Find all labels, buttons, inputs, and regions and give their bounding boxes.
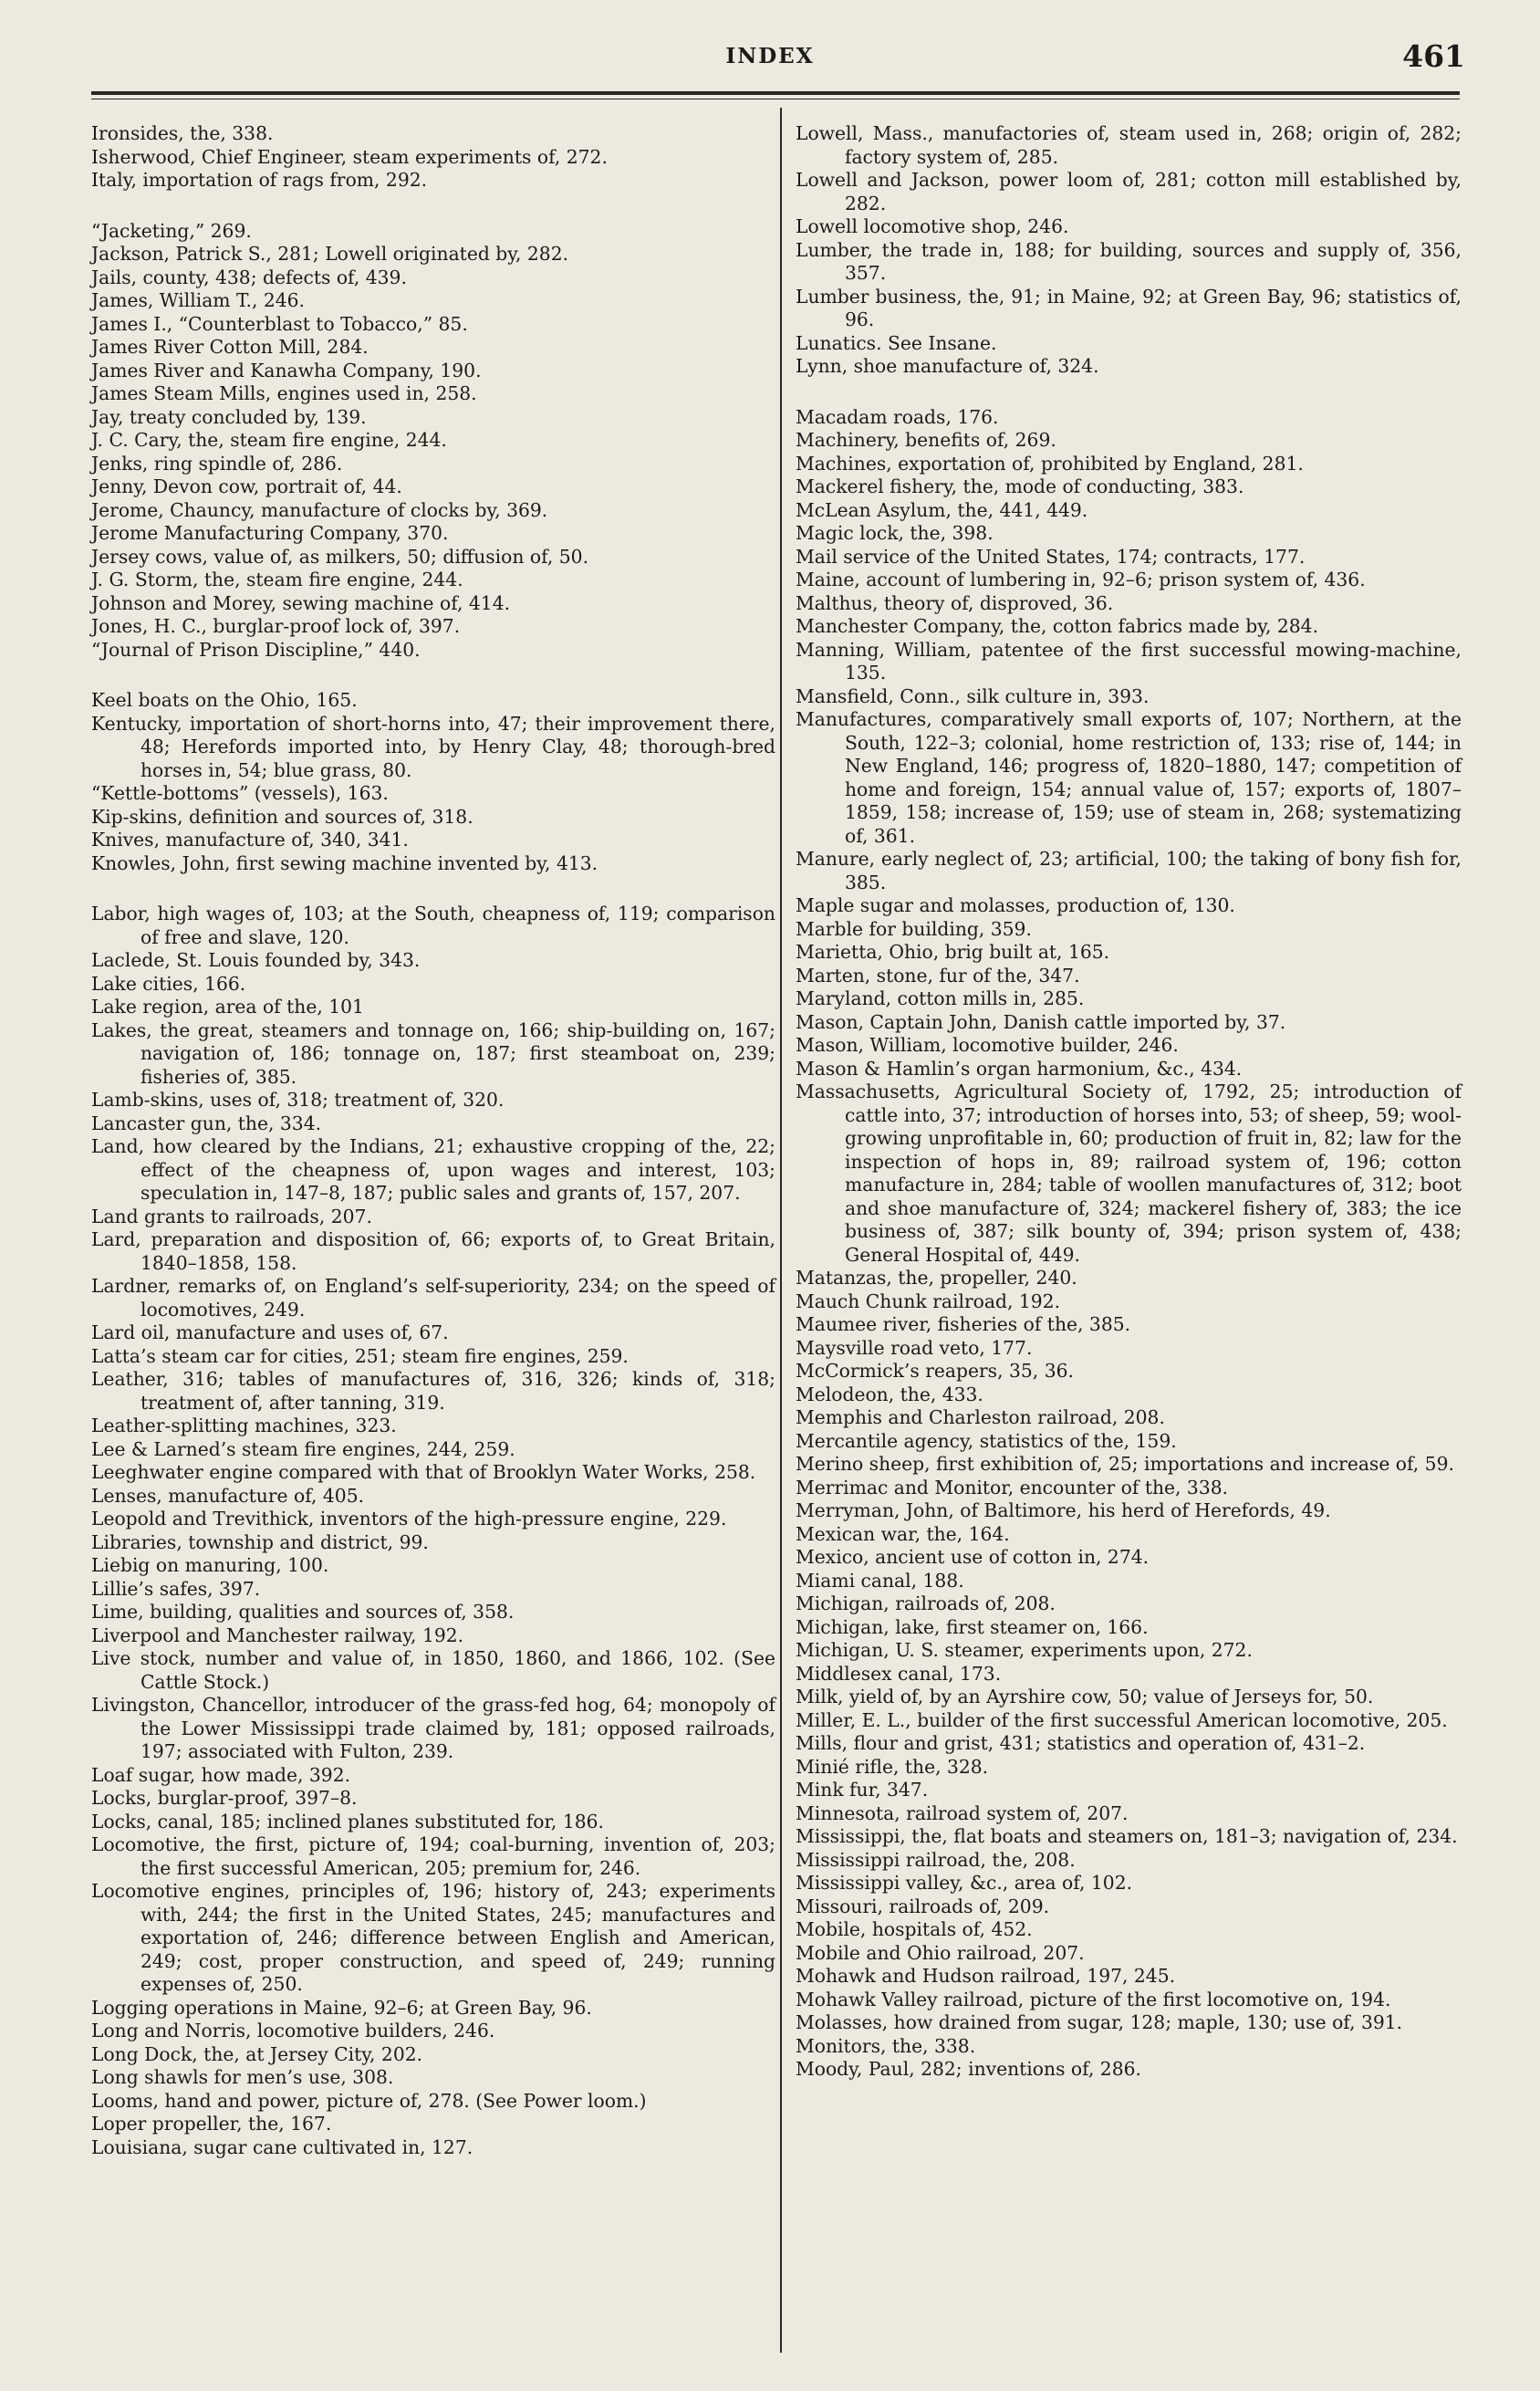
index-entry: James, William T., 246. xyxy=(91,289,306,311)
index-entry: Moody, Paul, 282; inventions of, 286. xyxy=(796,2058,1141,2080)
index-entry: Lakes, the great, steamers and tonnage on, 166; ship-building on, 167; navigation of, 186; tonnage on, 187; first steamboat on, 239; fisheries of, 385. xyxy=(91,1018,775,1088)
index-entry: Johnson and Morey, sewing machine of, 414. xyxy=(91,591,511,614)
index-entry: Malthus, theory of, disproved, 36. xyxy=(796,591,1114,614)
index-entry: Jenks, ring spindle of, 286. xyxy=(91,452,343,475)
index-entry: Michigan, lake, first steamer on, 166. xyxy=(796,1615,1149,1638)
index-entry: Mason & Hamlin’s organ harmonium, &c., 434. xyxy=(796,1057,1243,1080)
index-entry: Magic lock, the, 398. xyxy=(796,522,994,544)
index-entry: Lake cities, 166. xyxy=(91,972,246,995)
index-entry: Machines, exportation of, prohibited by England, 281. xyxy=(796,452,1304,475)
index-entry: Leeghwater engine compared with that of Brooklyn Water Works, 258. xyxy=(91,1461,756,1483)
index-entry: Merrimac and Monitor, encounter of the, 338. xyxy=(796,1476,1229,1498)
index-entry: Mohawk Valley railroad, picture of the first locomotive on, 194. xyxy=(796,1988,1391,2010)
page-number: 461 xyxy=(1402,38,1465,74)
index-entry: Libraries, township and district, 99. xyxy=(91,1530,429,1553)
index-entry: Minié rifle, the, 328. xyxy=(796,1755,989,1778)
index-entry: Mackerel fishery, the, mode of conducting, 383. xyxy=(796,475,1244,497)
index-entry: Leather, 316; tables of manufactures of, 316, 326; kinds of, 318; treatment of, after tanning, 319. xyxy=(91,1368,775,1414)
index-entry: Lamb-skins, uses of, 318; treatment of, 320. xyxy=(91,1089,505,1111)
index-entry: Marten, stone, fur of the, 347. xyxy=(796,964,1080,987)
header-rule-thick xyxy=(91,91,1460,95)
index-entry: Italy, importation of rags from, 292. xyxy=(91,169,428,191)
index-entry: Long Dock, the, at Jersey City, 202. xyxy=(91,2042,423,2065)
index-entry: Middlesex canal, 173. xyxy=(796,1662,1002,1685)
index-entry: Lenses, manufacture of, 405. xyxy=(91,1484,365,1507)
index-entry: McLean Asylum, the, 441, 449. xyxy=(796,498,1088,521)
index-entry: Jones, H. C., burglar-proof lock of, 397. xyxy=(91,615,461,637)
index-entry: Massachusetts, Agricultural Society of, 1792, 25; introduction of cattle into, 37; introduction of horses into, 53; of sheep, 59; wool-growing unprofitable in, 60; production of fruit in, 82; law for the inspection of hops in, 89; railroad system of, 196; cotton manufacture in, 284; table of woollen manufactures of, 312; boot and shoe manufacture of, 324; mackerel fishery of, 383; the ice business of, 387; silk bounty of, 394; prison system of, 438; General Hospital of, 449. xyxy=(796,1081,1462,1266)
index-entry: Liebig on manuring, 100. xyxy=(91,1554,329,1576)
index-entry: Mason, William, locomotive builder, 246. xyxy=(796,1034,1179,1056)
index-entry: Milk, yield of, by an Ayrshire cow, 50; value of Jerseys for, 50. xyxy=(796,1686,1374,1707)
index-entry: Locks, burglar-proof, 397–8. xyxy=(91,1787,358,1809)
index-entry: Locomotive engines, principles of, 196; history of, 243; experiments with, 244; the first in the United States, 245; manufactures and exportation of, 246; difference between English and American, 249; cost, proper construction, and speed of, 249; running expenses of, 250. xyxy=(91,1880,775,1995)
index-entry: Mills, flour and grist, 431; statistics and operation of, 431–2. xyxy=(796,1732,1366,1754)
index-entry: Live stock, number and value of, in 1850, 1860, and 1866, 102. (See Cattle Stock.) xyxy=(91,1647,775,1693)
index-entry: Looms, hand and power, picture of, 278. (See Power loom.) xyxy=(91,2089,647,2112)
index-entry: Lowell locomotive shop, 246. xyxy=(796,215,1069,237)
running-title: INDEX xyxy=(725,44,815,68)
index-entry: Manning, William, patentee of the first successful mowing-machine, 135. xyxy=(796,638,1462,684)
index-entry: Lime, building, qualities and sources of, 358. xyxy=(91,1601,515,1623)
index-entry: Land, how cleared by the Indians, 21; exhaustive cropping of the, 22; effect of the cheapness of, upon wages and interest, 103; speculation in, 147–8, 187; public sales and grants of, 157, 207. xyxy=(91,1135,775,1204)
index-entry: Merino sheep, first exhibition of, 25; importations and increase of, 59. xyxy=(796,1453,1454,1475)
page-header xyxy=(0,38,1540,80)
index-entry: Miami canal, 188. xyxy=(796,1569,964,1592)
index-entry: Marble for building, 359. xyxy=(796,917,1032,940)
index-entry: Mason, Captain John, Danish cattle imported by, 37. xyxy=(796,1010,1286,1033)
index-entry: Mexico, ancient use of cotton in, 274. xyxy=(796,1546,1150,1568)
index-entry: Manufactures, comparatively small exports of, 107; Northern, at the South, 122–3; colonial, home restriction of, 133; rise of, 144; in New England, 146; progress of, 1820–1880, 147; competition of home and foreign, 154; annual value of, 157; exports of, 1807–1859, 158; increase of, 159; use of steam in, 268; systematizing of, 361. xyxy=(796,708,1462,847)
index-entry: Liverpool and Manchester railway, 192. xyxy=(91,1624,464,1646)
index-entry: Marietta, Ohio, brig built at, 165. xyxy=(796,941,1110,963)
index-entry: Missouri, railroads of, 209. xyxy=(796,1895,1050,1917)
index-entry: Lynn, shoe manufacture of, 324. xyxy=(796,355,1099,377)
index-entry: Manure, early neglect of, 23; artificial, 100; the taking of bony fish for, 385. xyxy=(796,848,1462,893)
index-entry: Maple sugar and molasses, production of, 130. xyxy=(796,894,1235,916)
index-entry: Lillie’s safes, 397. xyxy=(91,1577,261,1600)
index-entry: Ironsides, the, 338. xyxy=(91,122,274,144)
index-entry: Mexican war, the, 164. xyxy=(796,1522,1010,1545)
index-entry: Jersey cows, value of, as milkers, 50; diffusion of, 50. xyxy=(91,545,589,568)
index-entry: Macadam roads, 176. xyxy=(796,405,999,428)
index-entry: J. C. Cary, the, steam fire engine, 244. xyxy=(91,429,447,451)
index-entry: Loaf sugar, how made, 392. xyxy=(91,1763,351,1786)
index-column-left xyxy=(91,122,775,2159)
index-entry: Lard oil, manufacture and uses of, 67. xyxy=(91,1321,449,1343)
index-entry: Jay, treaty concluded by, 139. xyxy=(91,405,367,428)
index-entry: Mississippi railroad, the, 208. xyxy=(796,1848,1076,1871)
index-entry: Memphis and Charleston railroad, 208. xyxy=(796,1406,1165,1428)
index-entry: Lumber business, the, 91; in Maine, 92; at Green Bay, 96; statistics of, 96. xyxy=(796,285,1462,330)
index-entry: Labor, high wages of, 103; at the South, cheapness of, 119; comparison of free and slave, 120. xyxy=(91,903,775,948)
index-entry: Lake region, area of the, 101 xyxy=(91,996,364,1018)
index-entry: Long shawls for men’s use, 308. xyxy=(91,2066,394,2088)
index-entry: Knives, manufacture of, 340, 341. xyxy=(91,829,409,851)
index-entry: Maryland, cotton mills in, 285. xyxy=(796,987,1085,1009)
index-entry: Latta’s steam car for cities, 251; steam fire engines, 259. xyxy=(91,1344,629,1367)
index-entry: Long and Norris, locomotive builders, 246. xyxy=(91,2020,495,2041)
index-entry: Jerome Manufacturing Company, 370. xyxy=(91,522,449,544)
index-entry: “Journal of Prison Discipline,” 440. xyxy=(91,638,421,661)
index-entry: Manchester Company, the, cotton fabrics made by, 284. xyxy=(796,615,1319,637)
index-entry: Machinery, benefits of, 269. xyxy=(796,429,1056,451)
index-entry: Lancaster gun, the, 334. xyxy=(91,1112,322,1134)
index-entry: Lee & Larned’s steam fire engines, 244, 259. xyxy=(91,1437,515,1460)
index-entry: Mansfield, Conn., silk culture in, 393. xyxy=(796,684,1150,707)
index-entry: Mail service of the United States, 174; contracts, 177. xyxy=(796,545,1306,568)
index-entry: Maumee river, fisheries of the, 385. xyxy=(796,1313,1131,1335)
index-entry: Mobile, hospitals of, 452. xyxy=(796,1918,1033,1940)
index-entry: Mississippi, the, flat boats and steamers on, 181–3; navigation of, 234. xyxy=(796,1825,1458,1847)
index-entry: Keel boats on the Ohio, 165. xyxy=(91,689,358,711)
index-entry: J. G. Storm, the, steam fire engine, 244. xyxy=(91,569,463,590)
index-entry: “Jacketing,” 269. xyxy=(91,219,252,242)
index-entry: Molasses, how drained from sugar, 128; maple, 130; use of, 391. xyxy=(796,2011,1403,2033)
index-entry: Melodeon, the, 433. xyxy=(796,1383,983,1405)
index-entry: Mississippi valley, &c., area of, 102. xyxy=(796,1872,1133,1894)
index-entry: Logging operations in Maine, 92–6; at Green Bay, 96. xyxy=(91,1996,592,2019)
index-entry: Mauch Chunk railroad, 192. xyxy=(796,1289,1061,1312)
index-entry: Jails, county, 438; defects of, 439. xyxy=(91,266,407,288)
index-entry: Jerome, Chauncy, manufacture of clocks by, 369. xyxy=(91,498,548,521)
index-entry: Minnesota, railroad system of, 207. xyxy=(796,1801,1129,1824)
index-entry: Leopold and Trevithick, inventors of the high-pressure engine, 229. xyxy=(91,1508,727,1530)
index-entry: Laclede, St. Louis founded by, 343. xyxy=(91,949,421,971)
index-entry: Lowell, Mass., manufactories of, steam used in, 268; origin of, 282; factory system of, 285. xyxy=(796,122,1462,168)
index-entry: Locks, canal, 185; inclined planes substituted for, 186. xyxy=(91,1810,604,1832)
index-entry: Lowell and Jackson, power loom of, 281; cotton mill established by, 282. xyxy=(796,169,1462,214)
index-entry: McCormick’s reapers, 35, 36. xyxy=(796,1360,1074,1382)
index-entry: Michigan, U. S. steamer, experiments upon, 272. xyxy=(796,1639,1253,1661)
index-entry: James Steam Mills, engines used in, 258. xyxy=(91,382,477,404)
column-divider xyxy=(780,108,782,2353)
index-entry: Jackson, Patrick S., 281; Lowell originated by, 282. xyxy=(91,243,569,265)
index-entry: Michigan, railroads of, 208. xyxy=(796,1592,1056,1614)
index-entry: James River Cotton Mill, 284. xyxy=(91,336,369,358)
index-entry: Lardner, remarks of, on England’s self-superiority, 234; on the speed of locomotives, 249. xyxy=(91,1275,775,1321)
index-column-right xyxy=(796,122,1462,2082)
index-entry: Kentucky, importation of short-horns into, 47; their improvement there, 48; Herefords imported into, by Henry Clay, 48; thorough-bred horses in, 54; blue grass, 80. xyxy=(91,712,775,781)
index-entry: Mink fur, 347. xyxy=(796,1779,929,1801)
index-entry: Maysville road veto, 177. xyxy=(796,1336,1033,1359)
index-entry: James River and Kanawha Company, 190. xyxy=(91,359,482,381)
index-entry: Livingston, Chancellor, introducer of the grass-fed hog, 64; monopoly of the Lower Mississippi trade claimed by, 181; opposed railroads, 197; associated with Fulton, 239. xyxy=(91,1694,775,1762)
index-entry: Jenny, Devon cow, portrait of, 44. xyxy=(91,475,402,497)
index-entry: Lunatics. See Insane. xyxy=(796,331,997,354)
index-entry: Mohawk and Hudson railroad, 197, 245. xyxy=(796,1965,1176,1987)
index-entry: Matanzas, the, propeller, 240. xyxy=(796,1267,1077,1289)
index-entry: Leather-splitting machines, 323. xyxy=(91,1415,397,1436)
index-entry: Maine, account of lumbering in, 92–6; prison system of, 436. xyxy=(796,569,1366,590)
index-entry: Land grants to railroads, 207. xyxy=(91,1205,372,1227)
index-entry: Monitors, the, 338. xyxy=(796,2034,976,2057)
index-entry: Merryman, John, of Baltimore, his herd of Herefords, 49. xyxy=(796,1499,1331,1521)
index-entry: Mobile and Ohio railroad, 207. xyxy=(796,1941,1085,1964)
index-entry: Lard, preparation and disposition of, 66; exports of, to Great Britain, 1840–1858, 158. xyxy=(91,1228,775,1274)
index-entry: Isherwood, Chief Engineer, steam experiments of, 272. xyxy=(91,145,608,168)
index-entry: Loper propeller, the, 167. xyxy=(91,2113,332,2135)
index-entry: Mercantile agency, statistics of the, 159. xyxy=(796,1429,1177,1452)
index-entry: Locomotive, the first, picture of, 194; coal-burning, invention of, 203; the first successful American, 205; premium for, 246. xyxy=(91,1833,775,1879)
index-entry: Lumber, the trade in, 188; for building, sources and supply of, 356, 357. xyxy=(796,238,1462,284)
index-entry: Louisiana, sugar cane cultivated in, 127. xyxy=(91,2135,473,2158)
index-entry: James I., “Counterblast to Tobacco,” 85. xyxy=(91,312,468,335)
index-entry: Knowles, John, first sewing machine invented by, 413. xyxy=(91,851,598,874)
index-entry: Miller, E. L., builder of the first successful American locomotive, 205. xyxy=(796,1708,1448,1731)
index-entry: Kip-skins, definition and sources of, 318. xyxy=(91,805,473,828)
index-entry: “Kettle-bottoms” (vessels), 163. xyxy=(91,782,389,804)
